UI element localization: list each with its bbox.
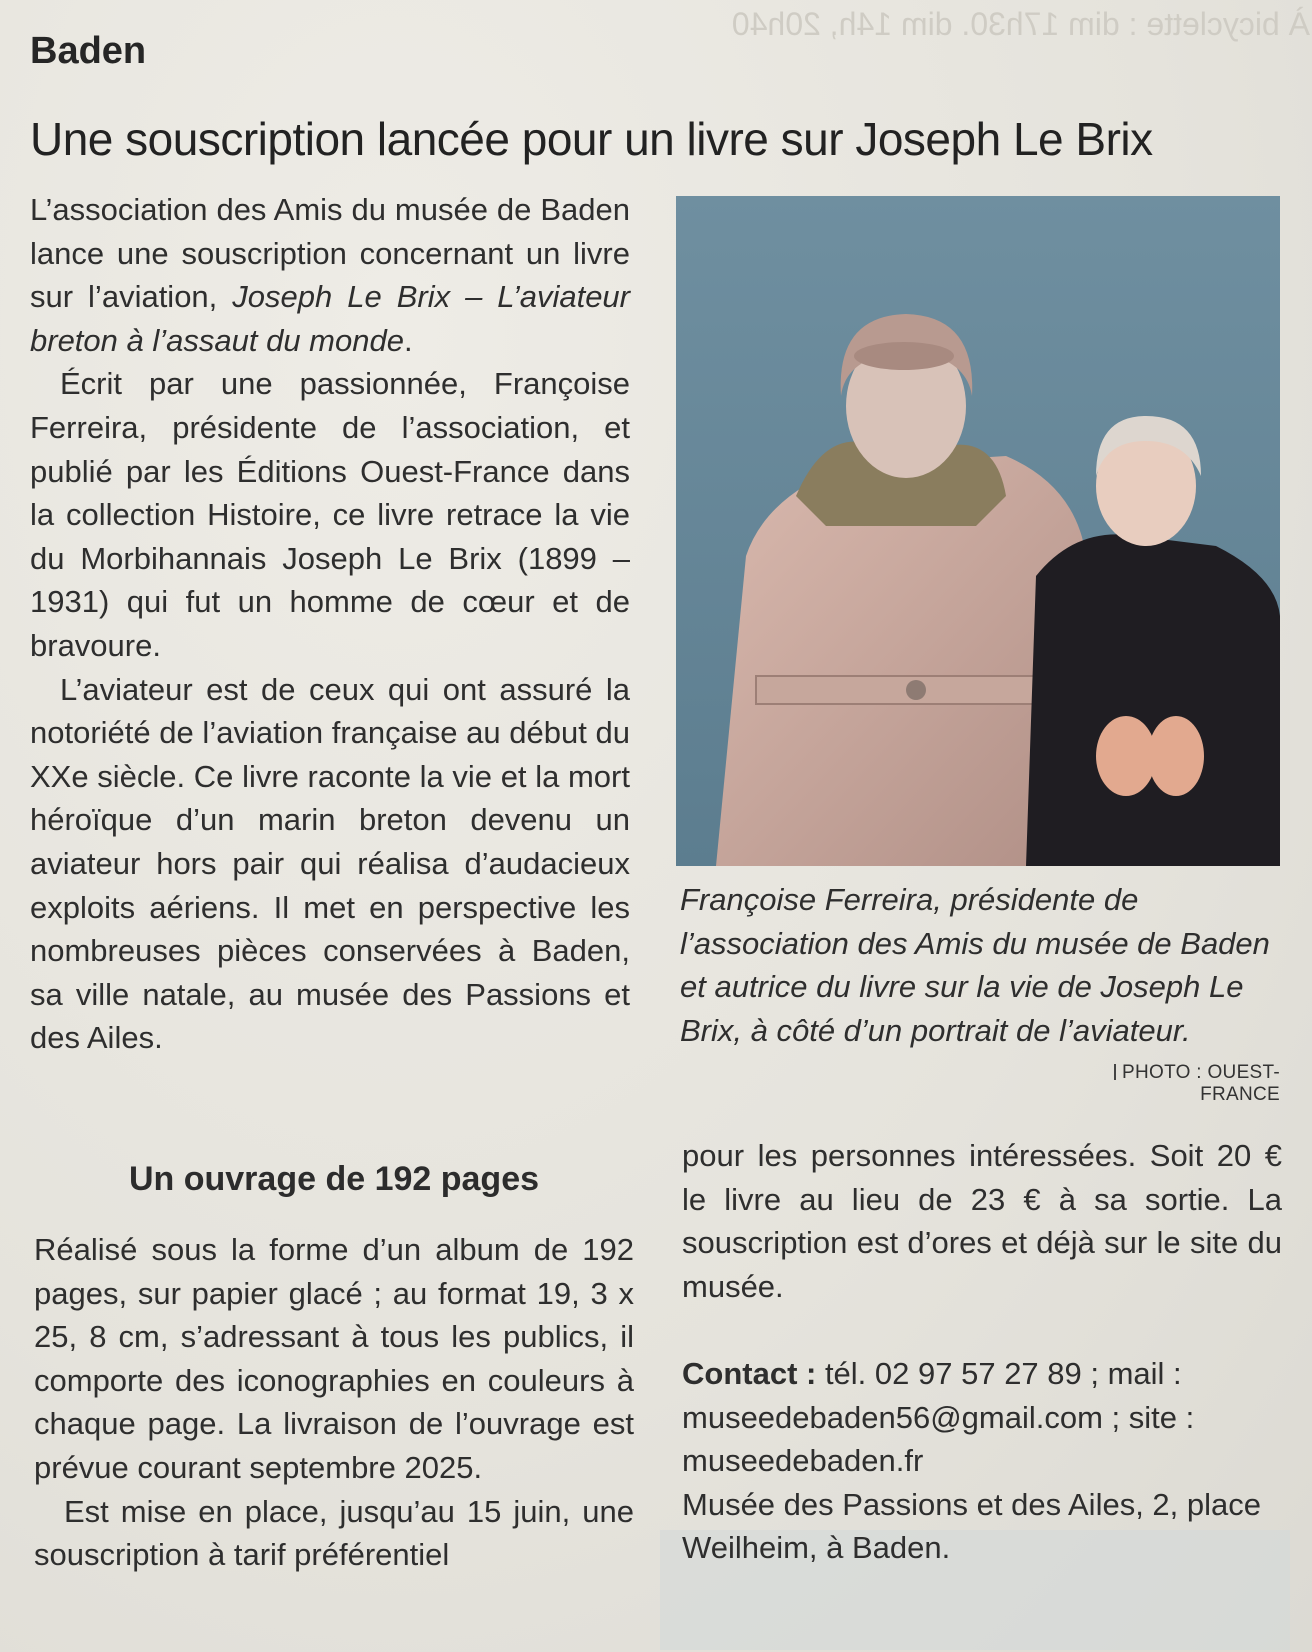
contact-label: Contact : xyxy=(682,1356,817,1391)
contact-line xyxy=(682,1352,1282,1483)
article-column-3 xyxy=(682,1134,1282,1308)
paragraph-intro: L’association des Amis du musée de Baden lance une souscription concernant un livre sur l’aviation, Joseph Le Brix – L’aviateur breton à l’assaut du monde. xyxy=(30,192,630,358)
article-subhead: Un ouvrage de 192 pages xyxy=(128,1160,540,1198)
article-column-2 xyxy=(34,1228,634,1577)
contact-block xyxy=(682,1352,1282,1570)
photo-credit: PHOTO : OUEST-FRANCE xyxy=(1040,1062,1280,1106)
paragraph-price: pour les personnes intéressées. Soit 20 € le livre au lieu de 23 € à sa sortie. La souscription est d’ores et déjà sur le site du musée. xyxy=(682,1138,1282,1304)
paragraph-album: Réalisé sous la forme d’un album de 192 pages, sur papier glacé ; au format 19, 3 x 25, 8 cm, s’adressant à tous les publics, il comporte des iconographies en couleurs à chaque page. La livraison de l’ouvrage est prévue courant septembre 2025. xyxy=(34,1232,634,1485)
section-rubric: Baden xyxy=(30,30,147,72)
article-photo xyxy=(676,196,1280,866)
article-headline: Une souscription lancée pour un livre sur Joseph Le Brix xyxy=(30,113,1153,165)
paragraph-author: Écrit par une passionnée, Françoise Ferreira, présidente de l’association, et publié par les Éditions Ouest-France dans la collection Histoire, ce livre retrace la vie du Morbihannais Joseph Le Brix (1899 – 1931) qui fut un homme de cœur et de bravoure. xyxy=(30,366,630,663)
credit-bar xyxy=(1114,1064,1116,1080)
article-column-1 xyxy=(30,188,630,1060)
book-title: Joseph Le Brix – L’aviateur breton à l’assaut du monde xyxy=(30,279,630,358)
museum-address: Musée des Passions et des Ailes, 2, place Weilheim, à Baden. xyxy=(682,1486,1261,1566)
photo-portrait-illustration xyxy=(676,196,1280,866)
photo-caption: Françoise Ferreira, présidente de l’association des Amis du musée de Baden et autrice du livre sur la vie de Joseph Le Brix, à côté d’un portrait de l’aviateur. xyxy=(680,882,1270,1048)
bleed-through-text: À bicyclette : dim 17h30. dim 14h, 20h40 xyxy=(731,6,1310,42)
contact-details: tél. 02 97 57 27 89 ; mail : museedebaden56@gmail.com ; site : museedebaden.fr xyxy=(682,1356,1195,1479)
paragraph-aviator: L’aviateur est de ceux qui ont assuré la notoriété de l’aviation française au début du XXe siècle. Ce livre raconte la vie et la mort héroïque d’un marin breton devenu un aviateur hors pair qui réalisa d’audacieux exploits aériens. Il met en perspective les nombreuses pièces conservées à Baden, sa ville natale, au musée des Passions et des Ailes. xyxy=(30,671,630,1056)
paragraph-subscription: Est mise en place, jusqu’au 15 juin, une souscription à tarif préférentiel xyxy=(34,1493,634,1573)
